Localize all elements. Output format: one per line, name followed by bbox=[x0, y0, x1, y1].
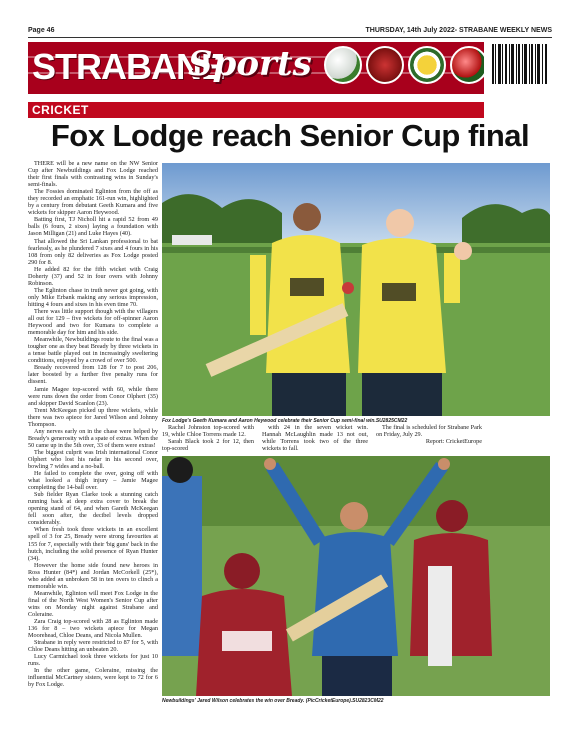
paragraph: He added 82 for the fifth wicket with Craig Doherty (37) and 52 in four overs with Johnny Robinson. bbox=[28, 265, 158, 287]
paragraph: Any nerves early on in the chase were helped by Bready's generosity with a spate of extras. When the 50 came up in the 5th over, 33 of them were extras! bbox=[28, 427, 158, 449]
date-line: THURSDAY, 14th July 2022- STRABANE WEEKLY NEWS bbox=[365, 27, 552, 34]
photo-fox-lodge-players bbox=[162, 163, 550, 416]
paragraph: The Fossies dominated Eglinton from the off as they recorded an emphatic 161-run win, highlighted by a century from debutant Geeth Kumara and five wickets for skipper Aaron Heywood. bbox=[28, 188, 158, 217]
paragraph: Report: CricketEurope bbox=[425, 438, 482, 445]
barcode bbox=[490, 42, 550, 96]
sports-masthead bbox=[28, 42, 484, 94]
paragraph: Bready recovered from 128 for 7 to post 206, later boosted by a further five penalty runs for dissent. bbox=[28, 364, 158, 386]
article-column-1 bbox=[28, 160, 158, 689]
paragraph: Sarah Black took 2 for 12, then top-scored bbox=[162, 438, 254, 452]
paragraph: There was little support though with the villagers all out for 129 – five wickets for off-spinner Aaron Heywood and two for Kumara to complete a memorable day for him and his side. bbox=[28, 307, 158, 337]
paragraph: Trent McKeegan picked up three wickets, while there was two apiece for Jared Wilson and Johnny Thompson. bbox=[28, 406, 158, 428]
paragraph: The final is scheduled for Strabane Park on Friday, July 29. bbox=[376, 424, 482, 438]
photo-caption-1: Fox Lodge's Geeth Kumara and Aaron Heywood celebrate their Senior Cup semi-final win.SU2825CM22 bbox=[162, 418, 408, 424]
gaelic-football-icon bbox=[408, 46, 446, 84]
golf-ball-icon bbox=[324, 46, 362, 84]
paragraph: That allowed the Sri Lankan professional to bat fearlessly, as he plundered 7 sixes and 4 fours in his 108 from only 82 deliveries as Fox Lodge posted 290 for 8. bbox=[28, 237, 158, 266]
paragraph: Meanwhile, Newbuildings route to the final was a tougher one as they beat Bready by three wickets in a tense battle played out in increasingly sweltering conditions, enjoyed by a crowd of over 500. bbox=[28, 336, 158, 365]
paragraph: Sub fielder Ryan Clarke took a stunning catch running back at deep extra cover to break the opening stand of 64, and when Gareth McKeegan fell soon after, the decibel levels dropped considerably. bbox=[28, 491, 158, 527]
brand-strabane: STRABANE bbox=[32, 46, 225, 87]
article-column-3 bbox=[262, 424, 368, 452]
section-label-text: CRICKET bbox=[32, 103, 89, 117]
article-column-2 bbox=[162, 424, 254, 452]
paragraph: Lucy Carmichael took three wickets for just 10 runs. bbox=[28, 653, 158, 668]
snooker-ball-icon bbox=[450, 46, 484, 84]
paragraph: Jamie Magee top-scored with 60, while there were runs down the order from Conor Olphert (35) and skipper David Scanlon (23). bbox=[28, 385, 158, 407]
paragraph: Batting first, TJ Nicholl hit a rapid 52 from 49 balls (6 fours, 2 sixes) laying a foundation with Jason Milligan (21) and Luke Hayes (40). bbox=[28, 216, 158, 238]
page-header bbox=[28, 25, 552, 37]
paragraph: When fresh took three wickets in an excellent spell of 3 for 25, Bready were strong favourites at 155 for 7, especially with their 'big guns' back in the hutch, including the solid presence of Ryan Hunter (34). bbox=[28, 526, 158, 562]
paragraph: Zara Craig top-scored with 28 as Eglinton made 136 for 8 – two wickets apiece for Megan Moorehead, Chloe Deans, and Nicola Mullen. bbox=[28, 618, 158, 640]
paragraph: The Eglinton chase in truth never got going, with only Mike Erbank making any serious impression, hitting 4 fours and sixes in his even time 70. bbox=[28, 286, 158, 308]
paragraph: Rachel Johnston top-scored with 19, while Chloe Torrens made 12. bbox=[162, 424, 254, 438]
ball-icons bbox=[324, 46, 484, 84]
rugby-ball-icon bbox=[366, 46, 404, 84]
paragraph: THERE will be a new name on the NW Senior Cup after Newbuildings and Fox Lodge reached their first finals with contrasting wins in Sunday's semi-finals. bbox=[28, 160, 158, 189]
header-rule bbox=[28, 37, 552, 38]
paragraph: However the home side found new heroes in Ross Hunter (84*) and Jordan McCorkell (25*), who added an unbroken 58 in ten overs to clinch a memorable win. bbox=[28, 561, 158, 590]
article-column-4 bbox=[376, 424, 482, 445]
paragraph: Meanwhile, Eglinton will meet Fox Lodge in the final of the North West Women's Senior Cup after wins on Monday night against Strabane and Coleraine. bbox=[28, 589, 158, 618]
photo-newbuildings-celebration bbox=[162, 456, 550, 696]
paragraph: with 24 in the seven wicket win. Hannah McLaughlin made 13 not out, while Torrens took two of the three wickets to fall. bbox=[262, 424, 368, 452]
paragraph: The biggest culprit was Irish international Conor Olphert who lost his radar in his second over, bowling 7 wides and a no-ball. bbox=[28, 448, 158, 471]
photo-caption-2: Newbuildings' Jared Wilson celebrates the win over Bready. (PicCricketEurope).SU2823CM22 bbox=[162, 698, 384, 704]
section-label bbox=[28, 102, 484, 118]
paragraph: Strabane in reply were restricted to 87 for 5, with Chloe Deans hitting an unbeaten 20. bbox=[28, 639, 158, 654]
headline: Fox Lodge reach Senior Cup final bbox=[50, 118, 530, 153]
page-number: Page 46 bbox=[28, 27, 55, 34]
paragraph: He failed to complete the over, going off with what looked a thigh injury – Jamie Magee completing the 14-ball over. bbox=[28, 470, 158, 492]
brand-sports: Sports bbox=[188, 44, 312, 84]
paragraph: In the other game, Coleraine, missing the influential McCartney sisters, were kept to 72 for 6 by Fox Lodge. bbox=[28, 667, 158, 689]
